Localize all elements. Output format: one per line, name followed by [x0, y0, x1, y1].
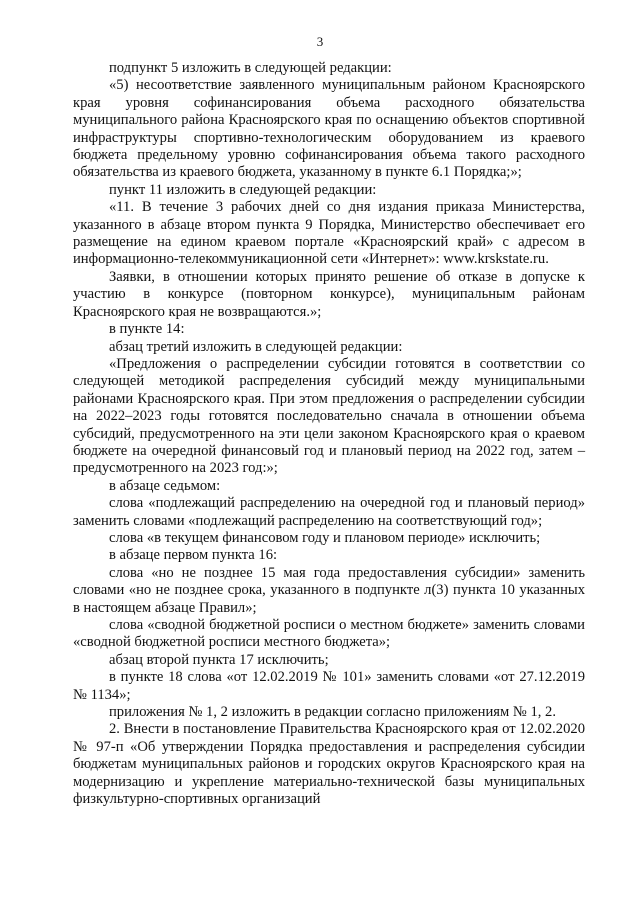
paragraph-point-11-text: «11. В течение 3 рабочих дней со дня издания приказа Министерства, указанного в абзаце втором пункта 9 Порядка, Министерство обеспечивает его размещение на едином краевом портале «Красноярский край» с адресом в информационно-телекоммуникационной сети «Интернет»: www.krskstate.ru.: [73, 199, 585, 268]
paragraph-subpoint-5-text: «5) несоответствие заявленного муниципальным районом Красноярского края уровня софинансирования объема расходного обязательства муниципального района Красноярского края по оснащению объектов спортивной инфраструктуры спортивно-технологическим оборудованием из краевого бюджета предельному уровню софинансирования объема такого расходного обязательства из краевого бюджета, указанному в пункте 6.1 Порядка;»;: [73, 77, 585, 181]
paragraph-words-replace-budget-list: слова «сводной бюджетной росписи о местном бюджете» заменить словами «сводной бюджетной росписи местного бюджета»;: [73, 617, 585, 651]
paragraph-appendices: приложения № 1, 2 изложить в редакции согласно приложениям № 1, 2.: [109, 704, 556, 721]
paragraph-applications-not-returned: Заявки, в отношении которых принято решение об отказе в допуске к участию в конкурсе (повторном конкурсе), муниципальным районам Красноярского края не возвращаются.»;: [73, 268, 585, 320]
paragraph-subpoint-5-intro: подпункт 5 изложить в следующей редакции:: [109, 60, 392, 76]
paragraph-words-replace-deadline: слова «но не позднее 15 мая года предоставления субсидии» заменить словами «но не позднее срока, указанного в подпункте л(3) пункта 10 указанных в настоящем абзаце Правил»;: [73, 564, 585, 616]
paragraph-words-replace-period: слова «подлежащий распределению на очередной год и плановый период» заменить словами «подлежащий распределению на соответствующий год»;: [73, 495, 585, 529]
document-body: [73, 60, 585, 808]
paragraph-point-18-replace: в пункте 18 слова «от 12.02.2019 № 101» заменить словами «от 27.12.2019 № 1134»;: [73, 669, 585, 703]
paragraph-point-16-intro: в абзаце первом пункта 16:: [109, 547, 278, 564]
paragraph-point-14-intro: в пункте 14:: [109, 321, 185, 338]
paragraph-section-2: 2. Внести в постановление Правительства Красноярского края от 12.02.2020 № 97-п «Об утверждении Порядка предоставления и распределения субсидии бюджетам муниципальных районов и городских округов Красноярского края на модернизацию и укрепление материально-технической базы муниципальных физкультурно-спортивных организаций: [73, 721, 585, 808]
paragraph-point-17-exclude: абзац второй пункта 17 исключить;: [109, 651, 329, 668]
paragraph-point-11-intro: пункт 11 изложить в следующей редакции:: [109, 181, 377, 198]
paragraph-distribution-proposals: «Предложения о распределении субсидии готовятся в соответствии со следующей методикой распределения субсидий между муниципальными районами Красноярского края. При этом предложения о распределении субсидии на 2022–2023 годы готовятся последовательно сначала в отношении объема субсидий, предусмотренного на эти цели законом Красноярского края о краевом бюджете на очередной финансовый год и плановый период на 2022 год, затем – предусмотренного на 2023 год:»;: [73, 355, 585, 477]
paragraph-seventh-paragraph-intro: в абзаце седьмом:: [109, 477, 221, 494]
paragraph-words-exclude: слова «в текущем финансовом году и плановом периоде» исключить;: [109, 529, 541, 546]
page-number: 3: [316, 34, 324, 49]
paragraph-third-paragraph-intro: абзац третий изложить в следующей редакции:: [109, 338, 403, 355]
